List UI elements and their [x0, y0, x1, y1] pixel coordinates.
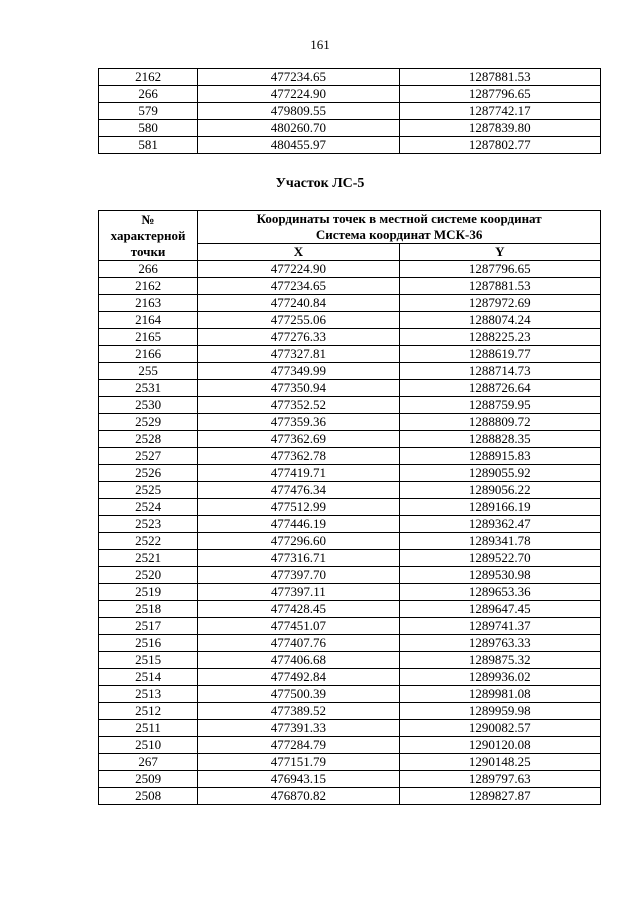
table-row [99, 601, 601, 618]
point-number-cell: 2518 [99, 601, 198, 618]
point-number-cell: 2508 [99, 788, 198, 805]
y-coordinate-cell: 1289959.98 [399, 703, 600, 720]
x-coordinate-cell: 477407.76 [198, 635, 399, 652]
y-coordinate-cell: 1287802.77 [399, 137, 600, 154]
page-number: 161 [310, 37, 330, 52]
table-row [99, 584, 601, 601]
table-row [99, 533, 601, 550]
x-coordinate-cell: 477397.70 [198, 567, 399, 584]
x-coordinate-cell: 477446.19 [198, 516, 399, 533]
y-coordinate-cell: 1287972.69 [399, 295, 600, 312]
x-coordinate-cell: 479809.55 [198, 103, 399, 120]
section-coordinates-body [99, 261, 601, 805]
table-row [99, 86, 601, 103]
point-number-cell: 2520 [99, 567, 198, 584]
point-number-cell: 2509 [99, 771, 198, 788]
point-number-cell: 2522 [99, 533, 198, 550]
table-row [99, 516, 601, 533]
table-header [99, 211, 601, 261]
x-coordinate-cell: 476943.15 [198, 771, 399, 788]
table-row [99, 278, 601, 295]
x-coordinate-cell: 477359.36 [198, 414, 399, 431]
point-number-cell: 2166 [99, 346, 198, 363]
point-number-header [99, 211, 198, 261]
table-row [99, 635, 601, 652]
section-coordinates-table [98, 210, 601, 805]
y-coordinate-cell: 1289981.08 [399, 686, 600, 703]
x-coordinate-cell: 477512.99 [198, 499, 399, 516]
table-row [99, 295, 601, 312]
x-coordinate-cell: 477234.65 [198, 69, 399, 86]
point-number-cell: 2513 [99, 686, 198, 703]
y-coordinate-cell: 1289522.70 [399, 550, 600, 567]
table-row [99, 618, 601, 635]
section-title: Участок ЛС-5 [275, 176, 365, 191]
y-coordinate-cell: 1287742.17 [399, 103, 600, 120]
x-coordinate-cell: 477276.33 [198, 329, 399, 346]
y-coordinate-cell: 1288809.72 [399, 414, 600, 431]
y-coordinate-cell: 1288828.35 [399, 431, 600, 448]
point-number-cell: 2521 [99, 550, 198, 567]
y-coordinate-cell: 1288714.73 [399, 363, 600, 380]
x-coordinate-cell: 477362.78 [198, 448, 399, 465]
table-row [99, 567, 601, 584]
y-coordinate-cell: 1289166.19 [399, 499, 600, 516]
table-row [99, 431, 601, 448]
y-coordinate-cell: 1289763.33 [399, 635, 600, 652]
table-row [99, 788, 601, 805]
y-coordinate-cell: 1288726.64 [399, 380, 600, 397]
y-coordinate-cell: 1290120.08 [399, 737, 600, 754]
x-coordinate-cell: 477419.71 [198, 465, 399, 482]
point-number-header-line1: № [141, 211, 155, 227]
continued-coordinates-table [98, 68, 601, 154]
x-coordinate-cell: 477284.79 [198, 737, 399, 754]
point-number-cell: 2531 [99, 380, 198, 397]
point-number-cell: 2516 [99, 635, 198, 652]
x-coordinate-cell: 477476.34 [198, 482, 399, 499]
table-row [99, 720, 601, 737]
x-coordinate-cell: 476870.82 [198, 788, 399, 805]
y-coordinate-cell: 1288619.77 [399, 346, 600, 363]
y-coordinate-cell: 1287881.53 [399, 69, 600, 86]
point-number-cell: 2514 [99, 669, 198, 686]
y-coordinate-cell: 1288225.23 [399, 329, 600, 346]
y-coordinate-cell: 1289936.02 [399, 669, 600, 686]
table-row [99, 482, 601, 499]
table-row [99, 737, 601, 754]
x-coordinate-cell: 477406.68 [198, 652, 399, 669]
x-coordinate-cell: 477224.90 [198, 261, 399, 278]
x-column-header: X [198, 244, 399, 261]
y-coordinate-cell: 1289341.78 [399, 533, 600, 550]
table-row [99, 652, 601, 669]
point-number-cell: 2164 [99, 312, 198, 329]
x-coordinate-cell: 477451.07 [198, 618, 399, 635]
table-row [99, 363, 601, 380]
x-coordinate-cell: 477352.52 [198, 397, 399, 414]
table-row [99, 686, 601, 703]
coordinates-header [198, 211, 601, 244]
x-coordinate-cell: 477492.84 [198, 669, 399, 686]
point-number-cell: 2529 [99, 414, 198, 431]
point-number-cell: 2163 [99, 295, 198, 312]
table-row [99, 103, 601, 120]
x-coordinate-cell: 477428.45 [198, 601, 399, 618]
table-row [99, 329, 601, 346]
table-row [99, 261, 601, 278]
y-coordinate-cell: 1290148.25 [399, 754, 600, 771]
point-number-cell: 581 [99, 137, 198, 154]
point-number-cell: 2517 [99, 618, 198, 635]
table-row [99, 397, 601, 414]
point-number-cell: 2515 [99, 652, 198, 669]
table-row [99, 499, 601, 516]
y-coordinate-cell: 1289056.22 [399, 482, 600, 499]
table-row [99, 380, 601, 397]
point-number-cell: 2523 [99, 516, 198, 533]
y-coordinate-cell: 1287839.80 [399, 120, 600, 137]
point-number-cell: 255 [99, 363, 198, 380]
y-coordinate-cell: 1287796.65 [399, 261, 600, 278]
x-coordinate-cell: 477316.71 [198, 550, 399, 567]
point-number-cell: 2528 [99, 431, 198, 448]
table-row [99, 703, 601, 720]
point-number-cell: 2519 [99, 584, 198, 601]
x-coordinate-cell: 477350.94 [198, 380, 399, 397]
y-coordinate-cell: 1289653.36 [399, 584, 600, 601]
x-coordinate-cell: 480455.97 [198, 137, 399, 154]
table-row [99, 137, 601, 154]
x-coordinate-cell: 477391.33 [198, 720, 399, 737]
x-coordinate-cell: 477224.90 [198, 86, 399, 103]
y-coordinate-cell: 1289647.45 [399, 601, 600, 618]
table-row [99, 346, 601, 363]
table-row [99, 414, 601, 431]
x-coordinate-cell: 477362.69 [198, 431, 399, 448]
x-coordinate-cell: 477327.81 [198, 346, 399, 363]
table-row [99, 669, 601, 686]
point-number-cell: 2162 [99, 278, 198, 295]
table-row [99, 69, 601, 86]
point-number-header-line3: точки [130, 243, 166, 259]
table-row [99, 312, 601, 329]
point-number-cell: 266 [99, 261, 198, 278]
point-number-cell: 2524 [99, 499, 198, 516]
y-coordinate-cell: 1288915.83 [399, 448, 600, 465]
point-number-cell: 580 [99, 120, 198, 137]
point-number-cell: 2530 [99, 397, 198, 414]
y-coordinate-cell: 1289530.98 [399, 567, 600, 584]
point-number-cell: 2165 [99, 329, 198, 346]
y-coordinate-cell: 1289875.32 [399, 652, 600, 669]
x-coordinate-cell: 477389.52 [198, 703, 399, 720]
y-coordinate-cell: 1288759.95 [399, 397, 600, 414]
point-number-cell: 2510 [99, 737, 198, 754]
table-row [99, 448, 601, 465]
table-row [99, 550, 601, 567]
y-coordinate-cell: 1290082.57 [399, 720, 600, 737]
x-coordinate-cell: 477296.60 [198, 533, 399, 550]
y-coordinate-cell: 1289797.63 [399, 771, 600, 788]
y-column-header: Y [399, 244, 600, 261]
point-number-cell: 266 [99, 86, 198, 103]
x-coordinate-cell: 477500.39 [198, 686, 399, 703]
point-number-cell: 2162 [99, 69, 198, 86]
point-number-cell: 2511 [99, 720, 198, 737]
y-coordinate-cell: 1287796.65 [399, 86, 600, 103]
coordinates-header-line1: Координаты точек в местной системе координат [256, 211, 542, 226]
x-coordinate-cell: 477255.06 [198, 312, 399, 329]
point-number-header-line2: характерной [110, 227, 186, 243]
table-row [99, 465, 601, 482]
y-coordinate-cell: 1287881.53 [399, 278, 600, 295]
x-coordinate-cell: 477349.99 [198, 363, 399, 380]
x-coordinate-cell: 477234.65 [198, 278, 399, 295]
x-coordinate-cell: 477240.84 [198, 295, 399, 312]
point-number-cell: 579 [99, 103, 198, 120]
y-coordinate-cell: 1289827.87 [399, 788, 600, 805]
x-coordinate-cell: 477151.79 [198, 754, 399, 771]
table-row [99, 120, 601, 137]
y-coordinate-cell: 1288074.24 [399, 312, 600, 329]
point-number-cell: 267 [99, 754, 198, 771]
table-row [99, 771, 601, 788]
point-number-cell: 2512 [99, 703, 198, 720]
x-coordinate-cell: 477397.11 [198, 584, 399, 601]
table-row [99, 754, 601, 771]
coordinates-header-line2: Система координат МСК-36 [315, 227, 483, 242]
x-coordinate-cell: 480260.70 [198, 120, 399, 137]
y-coordinate-cell: 1289741.37 [399, 618, 600, 635]
point-number-cell: 2527 [99, 448, 198, 465]
y-coordinate-cell: 1289362.47 [399, 516, 600, 533]
point-number-cell: 2525 [99, 482, 198, 499]
y-coordinate-cell: 1289055.92 [399, 465, 600, 482]
point-number-cell: 2526 [99, 465, 198, 482]
continued-coordinates-body [99, 69, 601, 154]
